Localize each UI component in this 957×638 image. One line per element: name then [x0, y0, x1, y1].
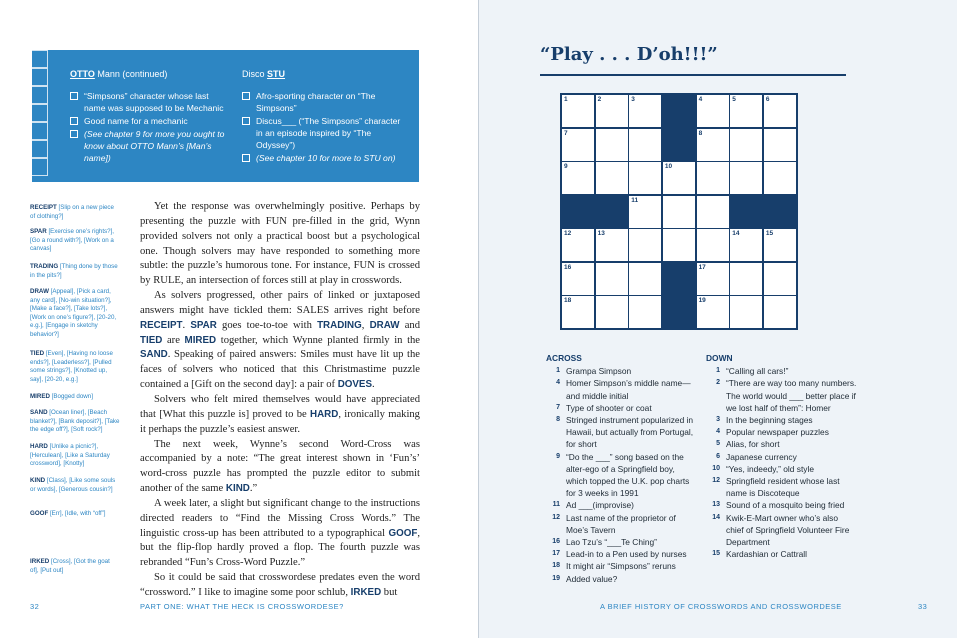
- checkbox-icon: [70, 117, 78, 125]
- box-column-otto: [70, 68, 230, 165]
- grid-cell[interactable]: [663, 229, 695, 261]
- grid-cell[interactable]: [663, 162, 695, 194]
- across-clue: [546, 548, 696, 560]
- down-heading: DOWN: [706, 353, 733, 363]
- clue-number: 11: [631, 196, 639, 204]
- clue-text: “Do the ___” song based on the alter-ego of a Springfield boy, which topped the U.K. pop charts for 3 weeks in 1991: [566, 451, 690, 499]
- clue-number: 1: [716, 367, 720, 375]
- clue-text: Last name of the proprietor of Moe’s Tavern: [566, 512, 676, 535]
- grid-cell[interactable]: [697, 296, 729, 328]
- glossary-entry: [30, 350, 120, 384]
- box-heading-otto: OTTO Mann (continued): [70, 69, 168, 79]
- clue-number: 4: [556, 379, 560, 387]
- grid-cell[interactable]: [730, 129, 762, 161]
- text-run: So it could be said that crosswordese predates even the word “crossword.” I like to imagine some poor schlub,: [140, 572, 420, 598]
- keyword: DOVES: [337, 379, 372, 391]
- grid-cell[interactable]: [697, 263, 729, 295]
- grid-block: [663, 129, 695, 161]
- keyword: DRAW: [369, 319, 400, 331]
- across-clue: [546, 365, 696, 377]
- text-run: .”: [249, 483, 258, 495]
- grid-cell[interactable]: [596, 296, 628, 328]
- text-run: .: [182, 319, 191, 331]
- checklist-item: [70, 128, 230, 164]
- clue-number: 8: [556, 416, 560, 424]
- clue-number: 6: [716, 452, 720, 460]
- clue-text: Added value?: [566, 573, 618, 584]
- across-clue: [546, 536, 696, 548]
- grid-cell[interactable]: [562, 129, 594, 161]
- checkbox-icon: [70, 92, 78, 100]
- glossary-clues: [Ocean liner], [Beach blanket?], [Bank deposit?], [Take the edge off?], [Soft rock?]: [30, 409, 120, 434]
- paragraph: [140, 438, 420, 497]
- clue-text: Kwik-E-Mart owner who’s also chief of Springfield Volunteer Fire Department: [726, 512, 850, 548]
- down-clue: [706, 414, 858, 426]
- grid-cell[interactable]: [596, 129, 628, 161]
- text-run: Solvers who felt mired themselves would have appreciated that [What this puzzle is] proved to be: [140, 393, 420, 420]
- checklist-item: [242, 115, 402, 151]
- grid-cell[interactable]: [697, 196, 729, 228]
- keyword: KIND: [225, 483, 250, 495]
- glossary-clues: [Even], [Having no loose ends?], [Leaderless?], [Pulled some strings?], [Knotted up, say], [20-20, e.g.]: [30, 350, 113, 383]
- clue-text: Lead-in to a Pen used by nurses: [566, 549, 687, 560]
- clue-number: 4: [716, 428, 720, 436]
- clue-number: 6: [765, 96, 770, 103]
- grid-cell[interactable]: [764, 296, 796, 328]
- clue-number: 9: [556, 452, 560, 460]
- clue-number: 7: [564, 129, 568, 137]
- down-clues: [706, 352, 858, 560]
- glossary-entry: [30, 510, 120, 519]
- grid-cell[interactable]: [764, 162, 796, 194]
- keyword: HARD: [310, 408, 339, 420]
- left-page: [0, 0, 478, 638]
- clue-text: “There are way too many numbers. The world would ___ better place if we lost half of them”: Homer: [726, 378, 857, 413]
- clue-number: 12: [712, 477, 720, 485]
- glossary-clues: [Class], [Like some souls or words], [Generous cousin?]: [30, 477, 116, 493]
- box-heading-stu: Disco STU: [242, 69, 286, 79]
- clue-number: 17: [698, 263, 706, 271]
- text-run: but: [381, 586, 398, 598]
- crossword-grid[interactable]: [560, 93, 798, 330]
- clue-number: 13: [712, 501, 720, 509]
- glossary-clues: [Exercise one’s rights?], [Go a round with?], [Work on a canvas]: [30, 228, 115, 253]
- grid-cell[interactable]: [562, 95, 594, 127]
- glossary-entry: [30, 409, 120, 435]
- paragraph: [140, 393, 420, 438]
- clue-number: 18: [552, 562, 560, 570]
- down-clue: [706, 377, 858, 414]
- clue-text: Lao Tzu’s “___Te Ching”: [566, 537, 657, 548]
- text-run: A week later, a slight but significant change to the instructions directed readers to “Find the Missing Cross Words.” The linguistic cross-up has been attributed to a typographical: [140, 497, 420, 539]
- glossary-entry: [30, 288, 120, 340]
- clue-text: Type of shooter or coat: [566, 402, 652, 413]
- keyword: TIED: [140, 334, 163, 346]
- checklist-item: [242, 152, 402, 164]
- glossary-clues: [Err], [Idle, with “off”]: [48, 510, 106, 517]
- down-clue: [706, 475, 858, 499]
- glossary-word: SPAR: [30, 228, 47, 235]
- down-clue: [706, 499, 858, 511]
- grid-block: [663, 263, 695, 295]
- glossary-clues: [Cross], [Got the goat of], [Put out]: [30, 558, 110, 574]
- clue-number: 19: [552, 574, 560, 582]
- clue-number: 14: [712, 513, 720, 521]
- clue-number: 2: [716, 379, 720, 387]
- grid-block: [596, 196, 628, 228]
- clue-number: 16: [552, 538, 560, 546]
- grid-cell[interactable]: [697, 162, 729, 194]
- clue-number: 13: [597, 230, 605, 237]
- clue-text: Kardashian or Cattrall: [726, 549, 807, 560]
- text-run: are: [162, 334, 185, 346]
- text-run: together, which Wynne planted firmly in the: [216, 334, 421, 346]
- grid-cell[interactable]: [730, 229, 762, 261]
- clue-number: 3: [631, 96, 635, 103]
- down-clue: [706, 548, 858, 560]
- clue-text: Homer Simpson’s middle name—and middle initial: [566, 378, 691, 401]
- clue-number: 5: [732, 96, 736, 103]
- clue-number: 17: [552, 550, 560, 558]
- glossary-entry: [30, 558, 120, 575]
- clue-text: Ad ___(improvise): [566, 500, 634, 511]
- glossary-word: RECEIPT: [30, 204, 57, 211]
- clue-number: 12: [564, 230, 572, 237]
- clue-text: In the beginning stages: [726, 415, 813, 426]
- grid-cell[interactable]: [629, 196, 661, 228]
- across-clue: [546, 560, 696, 572]
- title-rule: [540, 74, 846, 76]
- checklist-text: Discus___ (“The Simpsons” character in an episode inspired by “The Odyssey”): [256, 116, 401, 150]
- text-run: As solvers progressed, other pairs of linked or juxtaposed answers might have tickled them: SALES arrives right before: [140, 290, 420, 316]
- glossary-entry: [30, 477, 120, 494]
- across-clue: [546, 402, 696, 414]
- across-clue: [546, 573, 696, 585]
- clue-text: Japanese currency: [726, 451, 797, 462]
- sidebar-box: [32, 50, 419, 182]
- box-tab-stubs: [32, 50, 48, 182]
- grid-cell[interactable]: [764, 229, 796, 261]
- grid-cell[interactable]: [629, 129, 661, 161]
- glossary-word: KIND: [30, 477, 46, 484]
- across-heading: ACROSS: [546, 353, 582, 363]
- paragraph: [140, 289, 420, 393]
- grid-cell[interactable]: [697, 229, 729, 261]
- across-clue: [546, 451, 696, 500]
- clue-text: Sound of a mosquito being fried: [726, 500, 845, 511]
- clue-number: 18: [564, 297, 572, 304]
- grid-cell[interactable]: [663, 196, 695, 228]
- keyword: RECEIPT: [140, 319, 183, 331]
- clue-text: It might air “Simpsons” reruns: [566, 561, 676, 572]
- glossary-word: TIED: [30, 350, 45, 357]
- checkbox-icon: [242, 154, 250, 162]
- glossary-word: HARD: [30, 443, 48, 450]
- across-clues: [546, 352, 696, 585]
- clue-number: 19: [698, 297, 706, 304]
- clue-number: 14: [732, 230, 740, 237]
- clue-number: 10: [712, 464, 720, 472]
- clue-number: 15: [765, 230, 774, 237]
- grid-cell[interactable]: [764, 95, 796, 127]
- clue-number: 15: [712, 550, 720, 558]
- clue-number: 9: [564, 163, 568, 170]
- across-clue: [546, 377, 696, 401]
- clue-text: Stringed instrument popularized in Hawaii, but actually from Portugal, for short: [566, 415, 694, 450]
- clue-number: 1: [556, 367, 560, 375]
- clue-number: 11: [552, 501, 560, 509]
- clue-text: “Yes, indeedy,” old style: [726, 463, 814, 474]
- grid-cell[interactable]: [596, 162, 628, 194]
- body-text: [140, 200, 420, 601]
- clue-number: 16: [564, 263, 572, 271]
- clue-number: 7: [556, 403, 560, 411]
- grid-cell[interactable]: [730, 162, 762, 194]
- glossary-entry: [30, 443, 120, 469]
- checkbox-icon: [242, 92, 250, 100]
- glossary-entry: [30, 204, 120, 221]
- across-clue: [546, 499, 696, 511]
- checklist-text: “Simpsons” character whose last name was supposed to be Mechanic: [84, 91, 224, 113]
- glossary-word: GOOF: [30, 510, 49, 517]
- running-head-right: A BRIEF HISTORY OF CROSSWORDS AND CROSSWORDESE: [600, 602, 842, 611]
- clue-number: 2: [597, 96, 602, 103]
- page-number-left: 32: [30, 602, 40, 611]
- paragraph: [140, 497, 420, 571]
- clue-number: 10: [664, 163, 673, 170]
- grid-cell[interactable]: [629, 263, 661, 295]
- paragraph: [140, 571, 420, 601]
- text-run: . Speaking of paired answers: Smiles must have lit up the faces of solvers who noticed that this Christmastime puzzle contained a [Gift on the second day]: a pair of: [140, 349, 420, 391]
- grid-cell[interactable]: [562, 162, 594, 194]
- box-column-stu: [242, 68, 402, 165]
- text-run: , but the flip-flop hardly proved a flop. The fourth puzzle was rebranded “Fun’s Cross-Word Puzzle.”: [140, 527, 420, 569]
- text-run: ,: [361, 319, 370, 331]
- clue-text: Alias, for short: [726, 439, 780, 450]
- grid-cell[interactable]: [562, 229, 594, 261]
- page-number-right: 33: [918, 602, 928, 611]
- grid-cell[interactable]: [596, 229, 628, 261]
- keyword: SPAR: [190, 319, 217, 331]
- text-run: Yet the response was overwhelmingly positive. Perhaps by presenting the puzzle with FUN pre-filled in the grid, Wynn provided solvers not only a practical boost but a psychological one. Though solvers may have responded to something more subtle: the puzzle’s humorous tone. For instance, FUN is crossed by RULE, an intersection of forces still at play in crosswords.: [140, 201, 420, 287]
- checklist-text: (See chapter 10 for more to STU on): [256, 153, 396, 163]
- down-clue: [706, 451, 858, 463]
- grid-block: [764, 196, 796, 228]
- down-clue: [706, 426, 858, 438]
- clue-text: Popular newspaper puzzles: [726, 427, 829, 438]
- clue-text: Springfield resident whose last name is Discoteque: [726, 476, 840, 499]
- clue-number: 12: [552, 513, 560, 521]
- glossary-clues: [Thing done by those in the pits?]: [30, 263, 118, 279]
- grid-block: [730, 196, 762, 228]
- grid-cell[interactable]: [764, 263, 796, 295]
- clue-number: 4: [698, 96, 703, 103]
- text-run: , ironically making it perhaps the puzzle’s easiest answer.: [140, 408, 420, 435]
- grid-cell[interactable]: [629, 229, 661, 261]
- grid-cell[interactable]: [730, 296, 762, 328]
- glossary-clues: [Appeal], [Pick a card, any card], [No-win situation?], [Make a face?], [Take lots?], [Work on one’s figure?], [20-20, e.g.], [Engage in sketchy behavior?]: [30, 288, 117, 338]
- grid-cell[interactable]: [730, 263, 762, 295]
- checklist-text: (See chapter 9 for more you ought to know about OTTO Mann’s [Man’s name]): [84, 129, 225, 163]
- grid-cell[interactable]: [562, 263, 594, 295]
- running-head-left: PART ONE: WHAT THE HECK IS CROSSWORDESE?: [140, 602, 344, 611]
- grid-cell[interactable]: [697, 129, 729, 161]
- clue-number: 1: [564, 96, 568, 103]
- text-run: and: [399, 319, 421, 331]
- across-clue: [546, 512, 696, 536]
- keyword: SAND: [140, 349, 168, 361]
- glossary-entry: [30, 228, 120, 254]
- checklist-text: Good name for a mechanic: [84, 116, 188, 126]
- glossary-entry: [30, 393, 120, 402]
- keyword: GOOF: [388, 527, 418, 539]
- down-clue: [706, 512, 858, 549]
- grid-cell[interactable]: [697, 95, 729, 127]
- grid-cell[interactable]: [629, 95, 661, 127]
- grid-cell[interactable]: [562, 296, 594, 328]
- clue-number: 3: [716, 416, 720, 424]
- glossary-word: MIRED: [30, 393, 50, 400]
- checklist-item: [70, 90, 230, 114]
- glossary-clues: [Slip on a new piece of clothing?]: [30, 204, 114, 220]
- glossary-word: TRADING: [30, 263, 59, 270]
- glossary-word: DRAW: [30, 288, 49, 295]
- text-run: goes toe-to-toe with: [216, 319, 318, 331]
- grid-cell[interactable]: [730, 95, 762, 127]
- glossary-word: SAND: [30, 409, 48, 416]
- checklist-item: [242, 90, 402, 114]
- grid-cell[interactable]: [596, 263, 628, 295]
- keyword: TRADING: [317, 319, 362, 331]
- grid-block: [562, 196, 594, 228]
- glossary-word: IRKED: [30, 558, 50, 565]
- grid-cell[interactable]: [629, 162, 661, 194]
- grid-cell[interactable]: [596, 95, 628, 127]
- paragraph: [140, 200, 420, 289]
- checklist-item: [70, 115, 230, 127]
- text-run: .: [372, 379, 375, 391]
- clue-text: “Calling all cars!”: [726, 366, 789, 377]
- checkbox-icon: [70, 130, 78, 138]
- glossary-clues: [Unlike a picnic?], [Herculean], [Like a Saturday crossword], [Knotty]: [30, 443, 110, 468]
- down-clue: [706, 438, 858, 450]
- across-clue: [546, 414, 696, 451]
- clue-number: 5: [716, 440, 720, 448]
- keyword: MIRED: [184, 334, 217, 346]
- text-run: The next week, Wynne’s second Word-Cross was accompanied by a note: “The great interest shown in ‘Fun’s’ word-cross puzzle has prompted the puzzle editor to submit another of the same: [140, 438, 420, 495]
- checkbox-icon: [242, 117, 250, 125]
- clue-number: 8: [698, 129, 703, 137]
- grid-block: [663, 296, 695, 328]
- glossary-entry: [30, 263, 120, 280]
- down-clue: [706, 463, 858, 475]
- clue-text: Grampa Simpson: [566, 366, 632, 377]
- grid-block: [663, 95, 695, 127]
- checklist-text: Afro-sporting character on “The Simpsons”: [256, 91, 376, 113]
- glossary-clues: [Bogged down]: [49, 393, 93, 400]
- grid-cell[interactable]: [764, 129, 796, 161]
- keyword: IRKED: [350, 586, 382, 598]
- down-clue: [706, 365, 858, 377]
- puzzle-title: “Play . . . D’oh!!!”: [540, 44, 718, 65]
- grid-cell[interactable]: [629, 296, 661, 328]
